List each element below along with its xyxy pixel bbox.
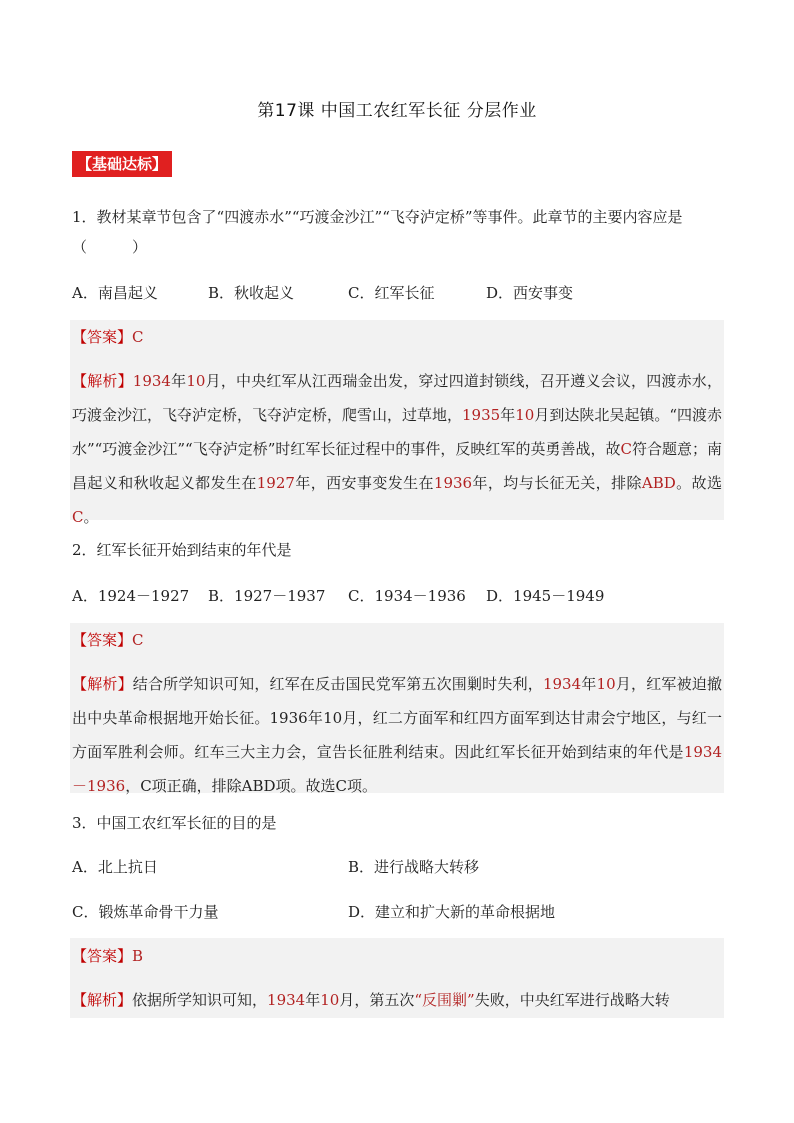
q1-option-a: A．南昌起义 [72, 284, 158, 302]
q3-option-d: D．建立和扩大新的革命根据地 [348, 903, 556, 921]
q3-explanation-label: 【解析】 [72, 991, 133, 1009]
q1-explanation-label: 【解析】 [72, 372, 133, 390]
page-title: 第17课 中国工农红军长征 分层作业 [257, 101, 537, 121]
q3-exp-text: 月，第五次 [339, 991, 415, 1009]
q1-explanation [72, 364, 722, 534]
q1-option-d: D．西安事变 [486, 284, 574, 302]
q1-exp-text: 。 [83, 508, 99, 526]
q3-exp-text: 年 [305, 991, 321, 1009]
q2-exp-text: 1934－1936 [72, 743, 722, 795]
q2-answer [72, 630, 144, 650]
q1-exp-text: 月，中央红军从江西瑞金出发，穿过四道封锁线，召开遵义会议，四渡赤水，巧渡金沙江，飞夺泸定桥，飞夺泸定桥，爬雪山，过草地， [72, 372, 722, 424]
q3-answer-label: 【答案】 [72, 947, 133, 965]
q1-exp-text: 月到达陕北吴起镇。“四渡赤水”“巧渡金沙江”“飞夺泸定桥”时红军长征过程中的事件，反映红军的英勇善战，故 [72, 406, 722, 458]
q3-exp-text: 依据所学知识可知， [132, 991, 268, 1009]
q1-exp-text: 10 [515, 406, 535, 424]
q1-exp-text: 1935 [462, 406, 501, 424]
q1-exp-text: 年，均与长征无关，排除 [472, 474, 642, 492]
q1-option-c: C．红军长征 [348, 284, 435, 302]
q1-exp-text: 1927 [256, 474, 295, 492]
q1-answer-value: C [132, 328, 144, 346]
q2-answer-value: C [132, 631, 144, 649]
q1-exp-text: 1936 [433, 474, 473, 492]
q3-option-c: C．锻炼革命骨干力量 [72, 903, 219, 921]
q2-exp-text: 10 [596, 675, 616, 693]
q2-exp-text: 结合所学知识可知，红军在反击国民党军第五次围剿时失利， [132, 675, 543, 693]
q1-exp-text: 1934 [132, 372, 171, 390]
question-3-stem: 3．中国工农红军长征的目的是 [72, 814, 277, 832]
q2-option-c: C．1934－1936 [348, 587, 466, 605]
q1-answer [72, 327, 144, 347]
q2-explanation [72, 667, 722, 803]
q3-answer-value: B [132, 947, 144, 965]
q1-exp-text: 符合题意；南昌起义和秋收起义都发生在 [72, 440, 722, 492]
q1-exp-text: 年，西安事变发生在 [294, 474, 434, 492]
q3-option-b: B．进行战略大转移 [348, 858, 480, 876]
q2-option-a: A．1924－1927 [72, 587, 190, 605]
q1-option-b: B．秋收起义 [208, 284, 295, 302]
q2-explanation-label: 【解析】 [72, 675, 133, 693]
q3-exp-text: 失败，中央红军进行战略大转 [474, 991, 670, 1009]
q3-exp-text: “反围剿” [414, 991, 475, 1009]
q3-exp-text: 1934 [267, 991, 306, 1009]
q1-exp-text: ABD [641, 474, 676, 492]
q2-option-d: D．1945－1949 [486, 587, 605, 605]
q2-exp-text: 年 [581, 675, 597, 693]
q2-answer-label: 【答案】 [72, 631, 133, 649]
q1-exp-text: 年 [500, 406, 516, 424]
q1-exp-text: C [72, 508, 84, 526]
q2-exp-text: 1934 [542, 675, 582, 693]
q3-answer [72, 946, 143, 966]
q1-exp-text: 。故选 [675, 474, 722, 492]
q3-exp-text: 10 [320, 991, 340, 1009]
q2-option-b: B．1927－1937 [208, 587, 326, 605]
question-1-stem: 1．教材某章节包含了“四渡赤水”“巧渡金沙江”“飞夺泸定桥”等事件。此章节的主要内容应是（ ） [72, 208, 683, 256]
q2-exp-text: ，C项正确，排除ABD项。故选C项。 [125, 777, 378, 795]
q3-explanation [72, 983, 722, 1017]
section-tag-basic: 【基础达标】 [72, 151, 172, 177]
q1-exp-text: C [620, 440, 632, 458]
q1-answer-label: 【答案】 [72, 328, 133, 346]
q3-option-a: A．北上抗日 [72, 858, 158, 876]
q2-exp-text: 月，红军被迫撤出中央革命根据地开始长征。1936年10月，红二方面军和红四方面军到达甘肃会宁地区，与红一方面军胜利会师。红车三大主力会，宣告长征胜利结束。因此红军长征开始到结束的年代是 [72, 675, 722, 761]
question-2-stem: 2．红军长征开始到结束的年代是 [72, 541, 292, 559]
q1-exp-text: 10 [186, 372, 206, 390]
q1-exp-text: 年 [170, 372, 187, 390]
